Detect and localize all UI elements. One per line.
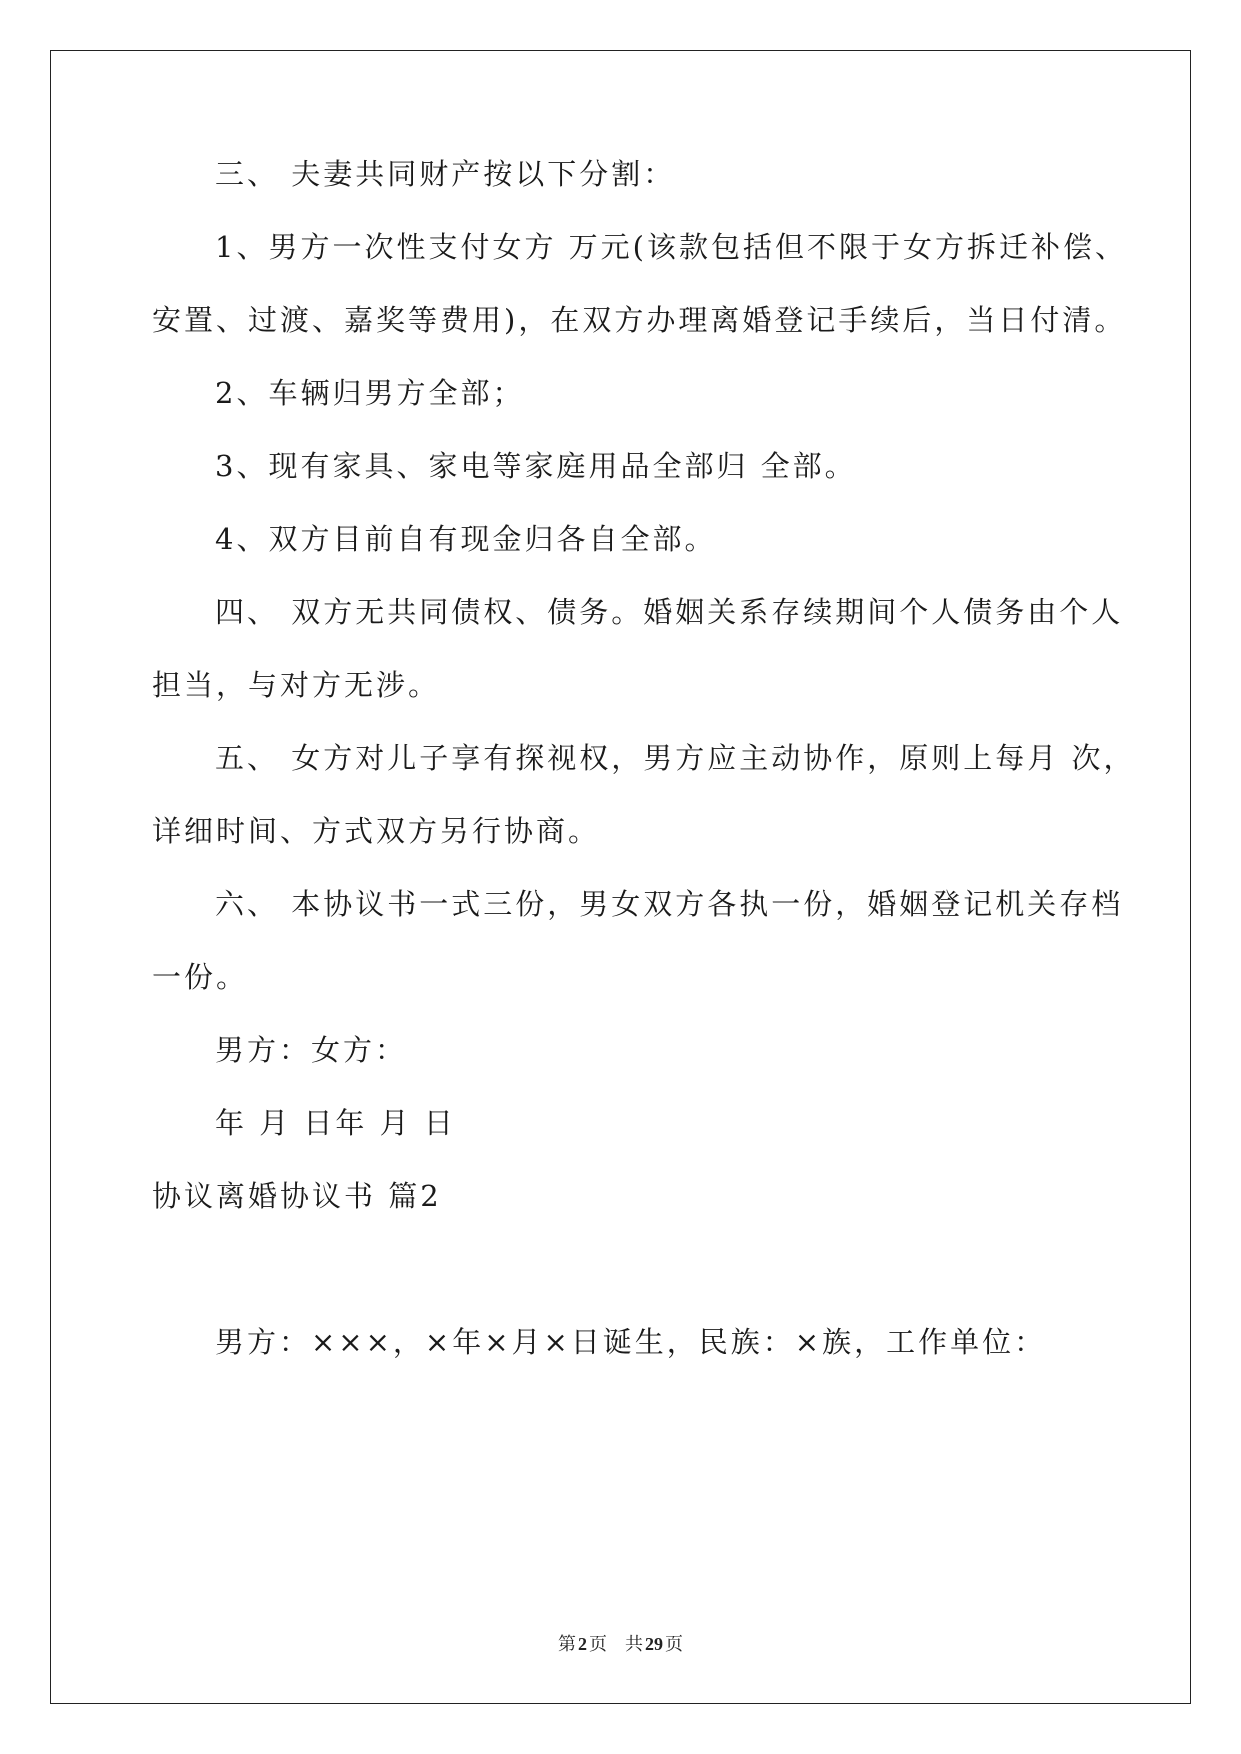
section-4-line-1: 四、 双方无共同债权、债务。婚姻关系存续期间个人债务由个人 (215, 595, 1124, 629)
section-6-line-2: 一份。 (152, 960, 249, 994)
section-6-line-1: 六、 本协议书一式三份，男女双方各执一份，婚姻登记机关存档 (215, 887, 1124, 921)
section-5-line-1: 五、 女方对儿子享有探视权，男方应主动协作，原则上每月 次， (215, 741, 1136, 775)
party-male-line: 男方：×××，×年×月×日诞生，民族：×族，工作单位： (215, 1325, 1047, 1359)
item-3: 3、现有家具、家电等家庭用品全部归 全部。 (215, 449, 857, 483)
section-5-line-2: 详细时间、方式双方另行协商。 (152, 814, 601, 848)
item-2: 2、车辆归男方全部； (215, 376, 525, 410)
footer-page-number: 2 (578, 1634, 587, 1654)
item-1-line-2: 安置、过渡、嘉奖等费用)，在双方办理离婚登记手续后，当日付清。 (152, 303, 1127, 337)
footer-total-prefix: 共 (625, 1634, 643, 1654)
footer-total-suffix: 页 (665, 1634, 683, 1654)
page-footer (0, 1630, 1241, 1656)
footer-prefix: 第 (558, 1634, 576, 1654)
page-border (50, 50, 1191, 1704)
section-4-line-2: 担当，与对方无涉。 (152, 668, 441, 702)
footer-page-suffix: 页 (589, 1634, 607, 1654)
article-2-title: 协议离婚协议书 篇2 (152, 1179, 442, 1213)
item-4: 4、双方目前自有现金归各自全部。 (215, 522, 717, 556)
section-3-heading: 三、 夫妻共同财产按以下分割： (215, 157, 676, 191)
date-line: 年 月 日年 月 日 (215, 1106, 456, 1140)
item-1-line-1: 1、男方一次性支付女方 万元(该款包括但不限于女方拆迁补偿、 (215, 230, 1127, 264)
signature-line: 男方：女方： (215, 1033, 408, 1067)
footer-total-pages: 29 (645, 1634, 663, 1654)
